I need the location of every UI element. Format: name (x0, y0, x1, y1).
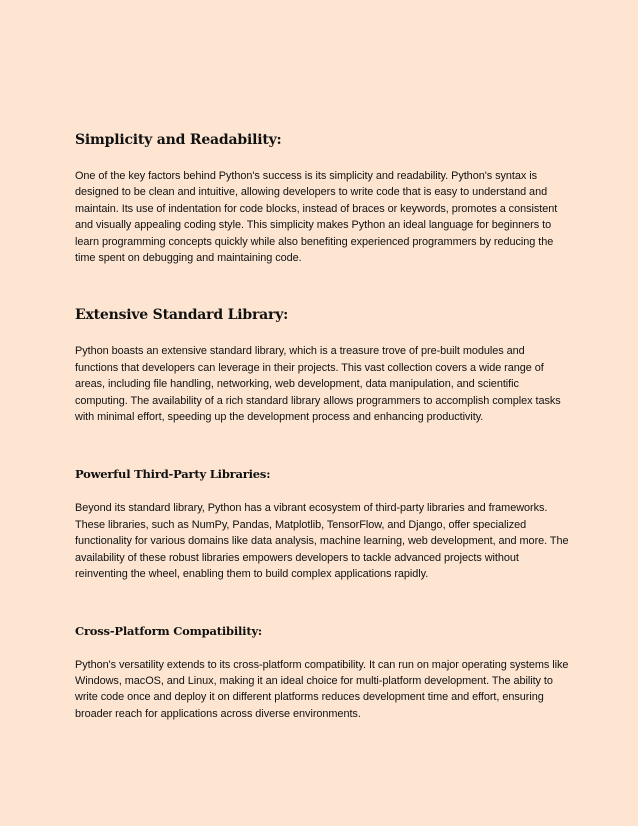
section-heading: Simplicity and Readability: (75, 132, 282, 148)
section-heading: Extensive Standard Library: (75, 307, 289, 324)
section-paragraph: Beyond its standard library, Python has a vibrant ecosystem of third-party libraries and frameworks. These libraries, such as NumPy, Pandas, Matplotlib, TensorFlow, and Django, offer specialized functionality for various domains like data analysis, machine learning, web development, and more. The availability of these robust libraries empowers developers to tackle advanced projects without reinventing the wheel, enabling them to build complex applications rapidly. (75, 502, 569, 581)
section-heading: Cross-Platform Compatibility: (75, 623, 262, 638)
section-simplicity-readability (75, 129, 570, 266)
section-third-party-libraries (75, 465, 570, 582)
section-heading: Powerful Third-Party Libraries: (75, 467, 271, 482)
section-cross-platform-compatibility (75, 622, 570, 723)
section-extensive-standard-library (75, 304, 570, 425)
section-paragraph: One of the key factors behind Python's success is its simplicity and readability. Python's syntax is designed to be clean and intuitive, allowing developers to write code that is easy to understand and maintain. Its use of indentation for code blocks, instead of braces or keywords, promotes a consistent and visually appealing coding style. This simplicity makes Python an ideal language for beginners to learn programming concepts quickly while also benefiting experienced programmers by reducing the time spent on debugging and maintaining code. (75, 170, 558, 265)
section-paragraph: Python boasts an extensive standard library, which is a treasure trove of pre-built modules and functions that developers can leverage in their projects. This vast collection covers a wide range of areas, including file handling, networking, web development, data manipulation, and scientific computing. The availability of a rich standard library allows programmers to accomplish complex tasks with minimal effort, speeding up the development process and enhancing productivity. (75, 345, 561, 424)
section-paragraph: Python's versatility extends to its cross-platform compatibility. It can run on major operating systems like Windows, macOS, and Linux, making it an ideal choice for multi-platform development. The ability to write code once and deploy it on different platforms reduces development time and effort, ensuring broader reach for applications across diverse environments. (75, 658, 569, 720)
document-content (75, 129, 570, 722)
